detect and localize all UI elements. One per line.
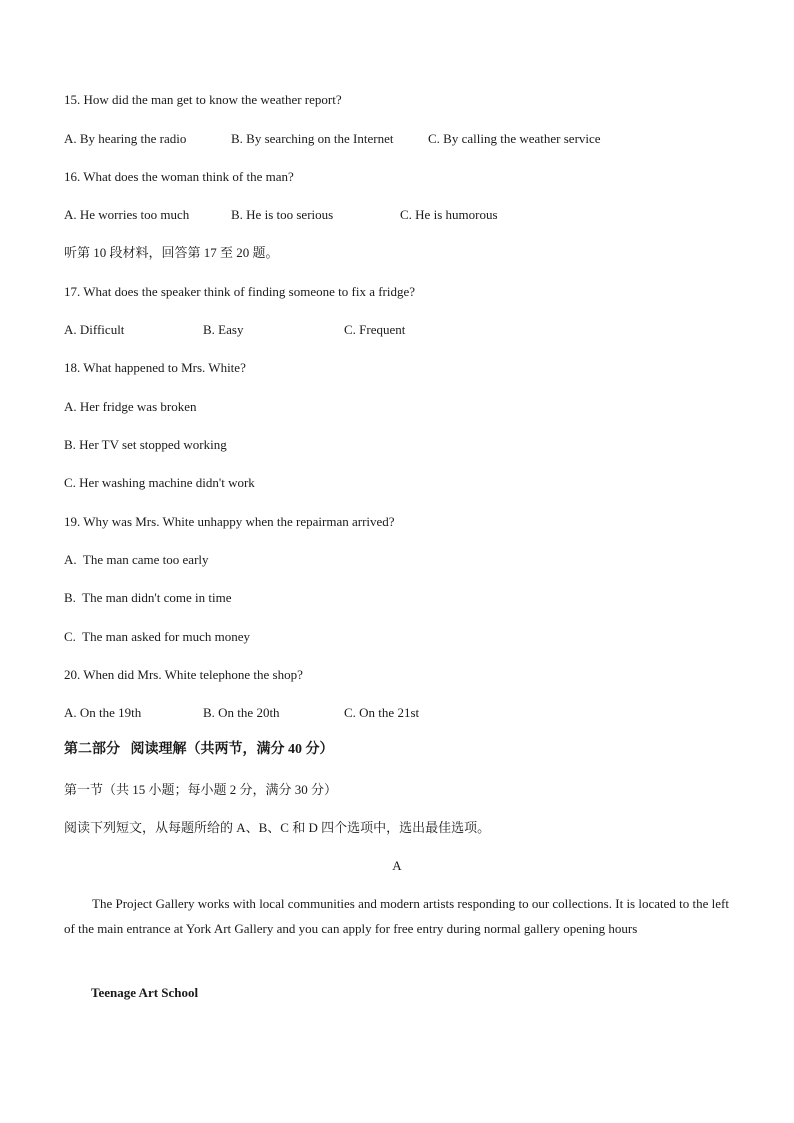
option-16b: B. He is too serious xyxy=(231,207,334,222)
option-16a: A. He worries too much xyxy=(64,207,190,222)
question-17: 17. What does the speaker think of finding someone to fix a fridge? xyxy=(64,284,416,299)
option-17a: A. Difficult xyxy=(64,322,125,337)
subheading: Teenage Art School xyxy=(91,985,199,1000)
option-15c: C. By calling the weather service xyxy=(428,131,601,146)
section1-title: 第一节（共 15 小题；每小题 2 分，满分 30 分） xyxy=(64,782,338,797)
option-17c: C. Frequent xyxy=(344,322,406,337)
option-18c: C. Her washing machine didn't work xyxy=(64,475,255,490)
option-20b: B. On the 20th xyxy=(203,705,280,720)
option-20a: A. On the 19th xyxy=(64,705,142,720)
question-16: 16. What does the woman think of the man? xyxy=(64,169,294,184)
passage-paragraph: The Project Gallery works with local communities and modern artists responding to our collections. It is located to the left of the main entrance at York Art Gallery and you can apply for free entry during normal gallery opening hours xyxy=(64,896,729,936)
option-16c: C. He is humorous xyxy=(400,207,498,222)
option-18a: A. Her fridge was broken xyxy=(64,399,197,414)
question-18: 18. What happened to Mrs. White? xyxy=(64,360,246,375)
passage-label: A xyxy=(392,858,402,873)
option-15a: A. By hearing the radio xyxy=(64,131,187,146)
option-18b: B. Her TV set stopped working xyxy=(64,437,227,452)
question-19: 19. Why was Mrs. White unhappy when the repairman arrived? xyxy=(64,514,395,529)
part2-title: 第二部分 阅读理解（共两节，满分 40 分） xyxy=(64,742,334,757)
reading-instruction: 阅读下列短文，从每题所给的 A、B、C 和 D 四个选项中，选出最佳选项。 xyxy=(64,820,491,835)
question-15: 15. How did the man get to know the weather report? xyxy=(64,92,342,107)
option-19c: C. The man asked for much money xyxy=(64,629,251,644)
option-17b: B. Easy xyxy=(203,322,244,337)
option-15b: B. By searching on the Internet xyxy=(231,131,394,146)
option-19b: B. The man didn't come in time xyxy=(64,590,232,605)
option-20c: C. On the 21st xyxy=(344,705,420,720)
question-20: 20. When did Mrs. White telephone the shop? xyxy=(64,667,303,682)
listening-instruction: 听第 10 段材料，回答第 17 至 20 题。 xyxy=(64,245,279,260)
option-19a: A. The man came too early xyxy=(64,552,209,567)
